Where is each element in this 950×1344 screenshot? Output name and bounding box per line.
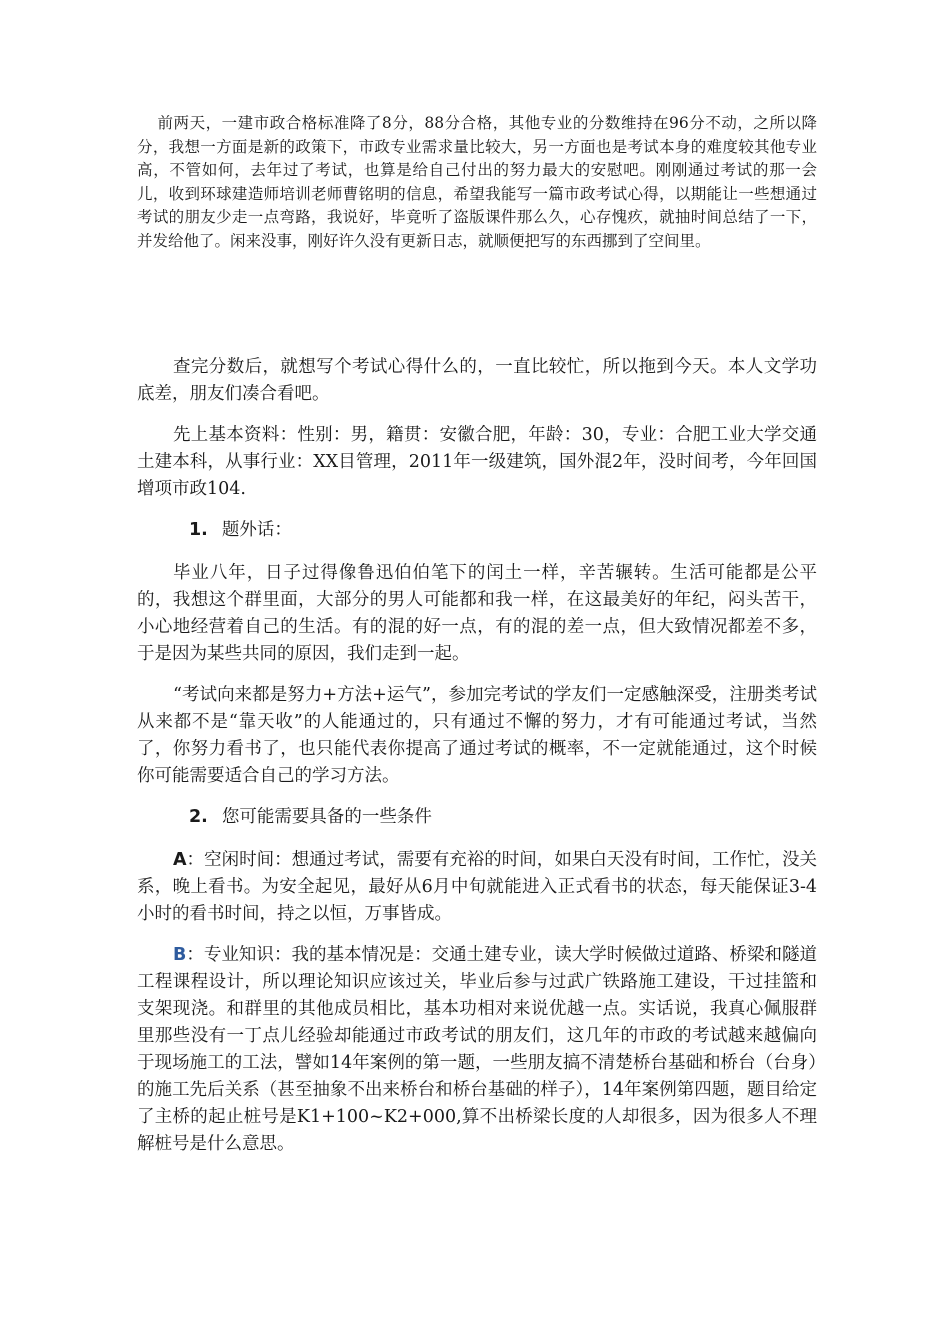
item-b-text: ：专业知识：我的基本情况是：交通土建专业，读大学时候做过道路、桥梁和隧道工程课程设计，所以理论知识应该过关，毕业后参与过武广铁路施工建设，干过挂篮和支架现浇。和群里的其他成员相比，基本功相对来说优越一点。实话说，我真心佩服群里那些没有一丁点儿经验却能通过市政考试的朋友们，这几年的市政的考试越来越偏向于现场施工的工法，譬如14年案例的第一题，一些朋友搞不清楚桥台基础和桥台（台身）的施工先后关系（甚至抽象不出来桥台和桥台基础的样子），14年案例第四题，题目给定了主桥的起止桩号是K1+100~K2+000,算不出桥梁长度的人却很多，因为很多人不理解桩号是什么意思。: [137, 945, 817, 1154]
heading-1-number: 1.: [189, 520, 208, 540]
section-heading-1: [137, 517, 817, 544]
paragraph-3: 毕业八年，日子过得像鲁迅伯伯笔下的闰土一样，辛苦辗转。生活可能都是公平的，我想这个群里面，大部分的男人可能都和我一样，在这最美好的年纪，闷头苦干，小心地经营着自己的生活。有的混的好一点，有的混的差一点，但大致情况都差不多，于是因为某些共同的原因，我们走到一起。: [137, 563, 817, 664]
paragraph-2: 先上基本资料：性别：男，籍贯：安徽合肥，年龄：30，专业：合肥工业大学交通土建本科，从事行业：XX目管理，2011年一级建筑，国外混2年，没时间考，今年回国增项市政104.: [137, 425, 817, 499]
intro-text: 前两天，一建市政合格标准降了8分，88分合格，其他专业的分数维持在96分不动，之所以降分，我想一方面是新的政策下，市政专业需求量比较大，另一方面也是考试本身的难度较其他专业高，不管如何，去年过了考试，也算是给自己付出的努力最大的安慰吧。刚刚通过考试的那一会儿，收到环球建造师培训老师曹铭明的信息，希望我能写一篇市政考试心得，以期能让一些想通过考试的朋友少走一点弯路，我说好，毕竟听了盗版课件那么久，心存愧疚，就抽时间总结了一下，并发给他了。闲来没事，刚好许久没有更新日志，就顺便把写的东西挪到了空间里。: [137, 114, 817, 250]
section-heading-2: [137, 804, 817, 831]
heading-1-text: 题外话：: [221, 520, 292, 540]
paragraph-a: [137, 847, 817, 928]
intro-block: [137, 112, 817, 254]
item-b-label: B: [173, 945, 187, 965]
paragraph-4: “考试向来都是努力+方法+运气”，参加完考试的学友们一定感触深受，注册类考试从来都不是“靠天收”的人能通过的，只有通过不懈的努力，才有可能通过考试，当然了，你努力看书了，也只能代表你提高了通过考试的概率，不一定就能通过，这个时候你可能需要适合自己的学习方法。: [137, 685, 817, 786]
intro-paragraph: [137, 112, 817, 254]
heading-2-number: 2.: [189, 807, 208, 827]
paragraph-1: 查完分数后，就想写个考试心得什么的，一直比较忙，所以拖到今天。本人文学功底差，朋友们凑合看吧。: [137, 357, 817, 404]
item-a-label: A: [173, 850, 187, 870]
item-a-text: ：空闲时间：想通过考试，需要有充裕的时间，如果白天没有时间，工作忙，没关系，晚上看书。为安全起见，最好从6月中旬就能进入正式看书的状态，每天能保证3-4小时的看书时间，持之以恒，万事皆成。: [137, 850, 817, 924]
heading-2-text: 您可能需要具备的一些条件: [221, 807, 432, 827]
main-body: [137, 354, 817, 1172]
paragraph-b: [137, 942, 817, 1158]
